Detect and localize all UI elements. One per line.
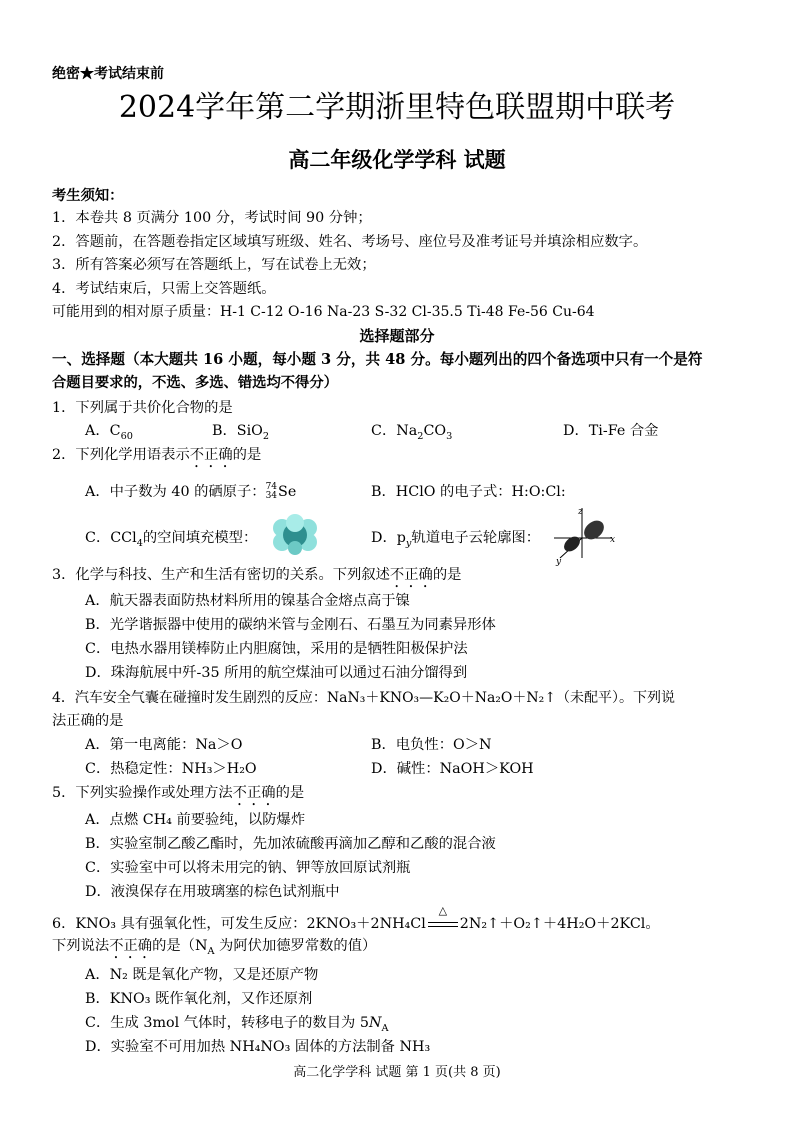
axis-z-label: z xyxy=(578,507,583,517)
q6-stem-line2: 下列说法不正确的是（$N_A$ 为阿伏加德罗常数的值） xyxy=(52,938,377,957)
section-title: 选择题部分 xyxy=(359,327,435,345)
q2-option-c: C．CCl$_4$的空间填充模型： xyxy=(85,530,258,549)
q3-stem: 3．化学与科技、生产和生活有密切的关系。下列叙述不正确的是 xyxy=(52,567,462,583)
notice-item-1: 1．本卷共 8 页满分 100 分，考试时间 90 分钟； xyxy=(52,210,372,226)
q6-stem-line1: 6．KNO₃ 具有强氧化性，可发生反应：2KNO₃＋2NH₄Cl △ 2N₂↑＋O₂↑＋4H₂O＋2KCl。 xyxy=(52,904,660,932)
q6-option-d: D．实验室不可用加热 NH₄NO₃ 固体的方法制备 NH₃ xyxy=(85,1039,431,1055)
notice-item-2: 2．答题前，在答题卷指定区域填写班级、姓名、考场号、座位号及准考证号并填涂相应数字。 xyxy=(52,234,648,250)
q1-option-b: B．SiO$_2$ xyxy=(212,423,270,442)
q4-stem-line2: 法正确的是 xyxy=(52,713,124,729)
notice-heading: 考生须知： xyxy=(52,188,124,204)
q1-option-c: C．$Na_2CO_3$ xyxy=(371,423,453,442)
q6-option-b: B．KNO₃ 既作氧化剂，又作还原剂 xyxy=(85,991,313,1007)
page-footer: 高二化学学科 试题 第 1 页(共 8 页) xyxy=(293,1065,501,1080)
q4-option-c: C．热稳定性：NH₃＞H₂O xyxy=(85,761,257,777)
q4-option-d: D．碱性：NaOH＞KOH xyxy=(371,761,534,777)
axis-x-label: x xyxy=(610,535,616,545)
q4-stem-line1: 4．汽车安全气囊在碰撞时发生剧烈的反应：NaN₃＋KNO₃—K₂O＋Na₂O＋N₂↑（未配平）。下列说 xyxy=(52,690,675,706)
q6-option-c: C．生成 3mol 气体时，转移电子的数目为 $5N_A$ xyxy=(85,1015,389,1034)
q5-option-c: C．实验室中可以将未用完的钠、钾等放回原试剂瓶 xyxy=(85,860,411,876)
notice-item-4: 4．考试结束后，只需上交答题纸。 xyxy=(52,281,276,297)
secret-mark: 绝密★考试结束前 xyxy=(52,66,164,82)
atomic-masses: 可能用到的相对原子质量：H-1 C-12 O-16 Na-23 S-32 Cl-35.5 Ti-48 Fe-56 Cu-64 xyxy=(52,304,595,320)
py-orbital-diagram xyxy=(548,504,618,566)
q2-stem: 2．下列化学用语表示不正确的是 xyxy=(52,447,262,463)
q1-option-a: A．$C_{60}$ xyxy=(85,423,133,442)
exam-title: 2024学年第二学期浙里特色联盟期中联考 xyxy=(118,90,676,125)
q2-option-b: B．HClO 的电子式：H:O:Cl: xyxy=(371,484,566,500)
q5-option-b: B．实验室制乙酸乙酯时，先加浓硫酸再滴加乙醇和乙酸的混合液 xyxy=(85,836,496,852)
heat-condition-arrow: △ xyxy=(426,914,460,934)
q1-option-d: D．Ti-Fe 合金 xyxy=(563,423,659,439)
q5-option-d: D．液溴保存在用玻璃塞的棕色试剂瓶中 xyxy=(85,884,340,900)
q5-option-a: A．点燃 CH₄ 前要验纯，以防爆炸 xyxy=(85,812,306,828)
q3-option-a: A．航天器表面防热材料所用的镍基合金熔点高于镍 xyxy=(85,593,410,609)
section-instructions-2: 合题目要求的，不选、多选、错选均不得分） xyxy=(52,375,338,391)
axis-y-label: y xyxy=(556,557,562,566)
q6-option-a: A．N₂ 既是氧化产物，又是还原产物 xyxy=(85,967,319,983)
hclo-electron-formula: H:O:Cl: xyxy=(511,484,566,500)
q3-option-d: D．珠海航展中歼-35 所用的航空煤油可以通过石油分馏得到 xyxy=(85,665,468,681)
q2-option-d: D．$p_y$轨道电子云轮廓图： xyxy=(371,530,541,549)
notice-item-3: 3．所有答案必须写在答题纸上，写在试卷上无效； xyxy=(52,257,376,273)
ccl4-space-filling-model xyxy=(270,512,320,556)
q3-option-b: B．光学谐振器中使用的碳纳米管与金刚石、石墨互为同素异形体 xyxy=(85,617,496,633)
q3-option-c: C．电热水器用镁棒防止内胆腐蚀，采用的是牺牲阳极保护法 xyxy=(85,641,468,657)
q5-stem: 5．下列实验操作或处理方法不正确的是 xyxy=(52,785,305,801)
exam-subtitle: 高二年级化学学科 试题 xyxy=(288,147,506,172)
q4-option-a: A．第一电离能：Na＞O xyxy=(85,737,243,753)
q4-option-b: B．电负性：O＞N xyxy=(371,737,492,753)
q1-stem: 1．下列属于共价化合物的是 xyxy=(52,400,233,416)
section-instructions-1: 一、选择题（本大题共 16 小题，每小题 3 分，共 48 分。每小题列出的四个备选项中只有一个是符 xyxy=(52,351,703,368)
q2-option-a: A．中子数为 40 的硒原子： 74 34 Se xyxy=(85,482,297,501)
